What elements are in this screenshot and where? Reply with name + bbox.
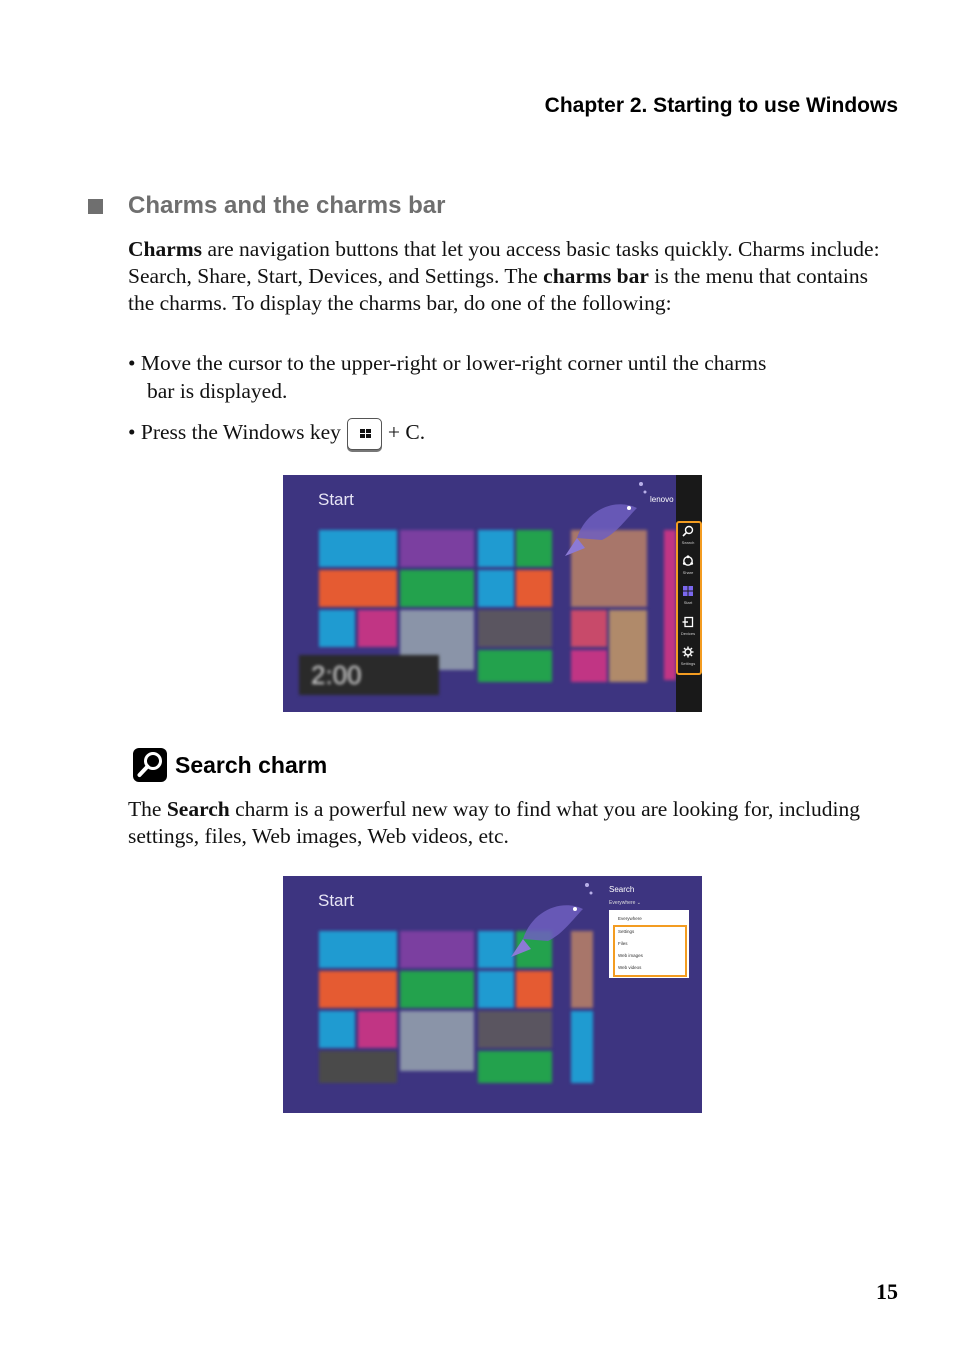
bullet-item-corner-line2: bar is displayed.: [147, 379, 288, 403]
tile: [400, 570, 474, 607]
tile: [358, 1011, 397, 1048]
tile: [516, 570, 552, 607]
tile: [516, 530, 552, 567]
intro-paragraph: [128, 236, 898, 317]
charm-search-label: Search: [681, 540, 695, 545]
gear-icon: [682, 646, 694, 658]
tile: [400, 931, 474, 968]
term-charms-bar: charms bar: [543, 264, 649, 288]
start-screen-search-screenshot: [283, 876, 702, 1113]
charm-share[interactable]: [680, 555, 696, 575]
dropdown-option-files[interactable]: Files: [618, 941, 628, 946]
clock-overlay: 2:00: [299, 655, 439, 695]
search-icon: [133, 748, 167, 782]
tile: [319, 931, 397, 968]
charm-devices-label: Devices: [680, 631, 696, 636]
tile: [358, 610, 397, 647]
start-screen-charms-screenshot: [283, 475, 702, 712]
tile: [516, 971, 552, 1008]
fish-illustration: [557, 478, 652, 573]
windows-key-icon: [347, 418, 382, 450]
bullet-item-winkey: [128, 418, 425, 450]
bullet-item-winkey-suffix: + C.: [387, 420, 426, 444]
share-icon: [682, 555, 694, 567]
search-scope-select[interactable]: Everywhere ⌄: [609, 900, 641, 906]
term-charms: Charms: [128, 237, 203, 261]
term-search: Search: [166, 797, 230, 821]
intro-text-2: is the menu that contains the charms. To display the charms bar, do one of the following:: [128, 264, 869, 315]
tile: [478, 530, 514, 567]
search-scope-dropdown: [609, 910, 689, 978]
tile: [319, 610, 355, 647]
intro-text-1: are navigation buttons that let you access basic tasks quickly. Charms include: Search, Share, Start, Devices, and Settings. The: [128, 237, 880, 288]
subsection-title-text: Search charm: [175, 751, 328, 778]
devices-icon: [682, 616, 694, 628]
tile: [478, 1051, 552, 1083]
tile: [478, 1011, 552, 1048]
tile: [571, 650, 607, 682]
charm-share-label: Share: [682, 570, 694, 575]
tile: [319, 1051, 397, 1083]
tile: [400, 530, 474, 567]
tile: [319, 530, 397, 567]
search-charm-paragraph: [128, 796, 898, 850]
search-para-prefix: The: [128, 797, 167, 821]
charm-start[interactable]: [680, 585, 696, 605]
search-pane-title: Search: [609, 885, 635, 894]
charm-devices[interactable]: [680, 616, 696, 636]
tile: [319, 570, 397, 607]
square-bullet-icon: [88, 199, 103, 214]
dropdown-option-settings[interactable]: Settings: [618, 929, 635, 934]
windows-logo-icon: [682, 585, 694, 597]
subsection-title: [133, 748, 327, 782]
tile: [319, 1011, 355, 1048]
section-title: [88, 192, 445, 220]
start-label: Start: [318, 891, 354, 910]
search-scope-value: Everywhere: [609, 900, 636, 906]
bullet-item-winkey-text: • Press the Windows key: [128, 420, 341, 444]
search-icon: [682, 525, 694, 537]
dropdown-option-web-videos[interactable]: Web videos: [618, 965, 642, 970]
section-title-text: Charms and the charms bar: [128, 192, 446, 219]
bullet-item-corner: [128, 349, 766, 405]
tile: [478, 650, 552, 682]
charm-settings[interactable]: [680, 646, 696, 666]
dropdown-option-web-images[interactable]: Web images: [618, 953, 643, 958]
tile: [571, 610, 607, 647]
charm-search[interactable]: [680, 525, 696, 545]
tile: [478, 610, 552, 647]
charm-settings-label: Settings: [680, 661, 696, 666]
tile: [571, 1011, 593, 1083]
page-number: 15: [876, 1279, 898, 1304]
brand-label: lenovo: [650, 495, 674, 504]
search-para-rest: charm is a powerful new way to find what you are looking for, including settings, files, Web images, Web videos, etc.: [128, 797, 860, 848]
fish-illustration: [503, 879, 598, 974]
tile: [478, 570, 514, 607]
bullet-item-corner-line1: • Move the cursor to the upper-right or lower-right corner until the charms: [128, 351, 767, 375]
tile: [609, 610, 647, 682]
tile: [319, 971, 397, 1008]
tile: [400, 971, 474, 1008]
chapter-header: Chapter 2. Starting to use Windows: [544, 94, 898, 117]
start-label: Start: [318, 490, 354, 509]
tile: [478, 971, 514, 1008]
charm-start-label: Start: [683, 600, 693, 605]
tile: [400, 1011, 474, 1071]
tile: [664, 530, 676, 680]
dropdown-option-everywhere[interactable]: Everywhere: [618, 916, 642, 921]
